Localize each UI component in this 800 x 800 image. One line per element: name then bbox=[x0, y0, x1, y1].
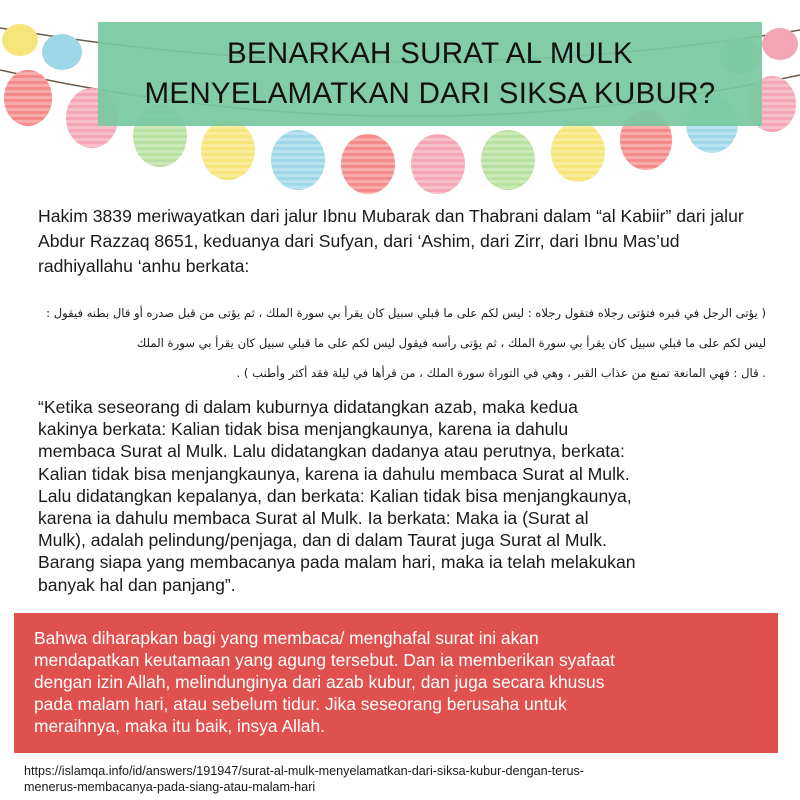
lantern-icon bbox=[762, 28, 798, 60]
quote-line: Kalian tidak bisa menjangkaunya, karena ia dahulu membaca Surat al Mulk. bbox=[38, 463, 630, 484]
translation-quote bbox=[38, 396, 782, 596]
source-url bbox=[24, 763, 784, 795]
quote-line: Barang siapa yang membacanya pada malam hari, maka ia telah melakukan bbox=[38, 552, 636, 573]
quote-line: “Ketika seseorang di dalam kuburnya didatangkan azab, maka kedua bbox=[38, 397, 578, 417]
intro-paragraph: Hakim 3839 meriwayatkan dari jalur Ibnu Mubarak dan Thabrani dalam “al Kabiir” dari jalur Abdur Razzaq 8651, keduanya dari Sufyan, dari ‘Ashim, dari Zirr, dari Ibnu Mas’ud radhiyallahu ‘anhu berkata: bbox=[38, 206, 744, 276]
quote-line: membaca Surat al Mulk. Lalu didatangkan dadanya atau perutnya, berkata: bbox=[38, 441, 625, 462]
title-line-1: BENARKAH SURAT AL MULK bbox=[226, 37, 634, 71]
conclusion-box bbox=[14, 613, 778, 753]
quote-line: kakinya berkata: Kalian tidak bisa menjangkaunya, karena ia dahulu bbox=[38, 419, 569, 440]
source-url-line: https://islamqa.info/id/answers/191947/surat-al-mulk-menyelamatkan-dari-siksa-kubur-dengan-terus- bbox=[24, 764, 584, 778]
conclusion-line: pada malam hari, atau sebelum tidur. Jika seseorang berusaha untuk bbox=[34, 694, 567, 714]
arabic-hadith bbox=[38, 298, 766, 388]
conclusion-text bbox=[34, 627, 774, 737]
arabic-line: . قال : فهي المانعة تمنع من عذاب القبر ، وهي في التوراة سورة الملك ، من قرأها في ليلة فقد أكثر وأطنب ) . bbox=[236, 366, 766, 380]
quote-line: Lalu didatangkan kepalanya, dan berkata: Kalian tidak bisa menjangkaunya, bbox=[38, 485, 632, 506]
conclusion-line: Bahwa diharapkan bagi yang membaca/ menghafal surat ini akan bbox=[34, 628, 539, 648]
conclusion-line: meraihnya, maka itu baik, insya Allah. bbox=[34, 716, 325, 736]
title-line-2: MENYELAMATKAN DARI SIKSA KUBUR? bbox=[144, 77, 716, 110]
source-url-line: menerus-membacanya-pada-siang-atau-malam-hari bbox=[24, 780, 316, 794]
lantern-icon bbox=[42, 34, 82, 70]
quote-line: banyak hal dan panjang”. bbox=[38, 574, 236, 595]
lantern-icon bbox=[2, 24, 38, 56]
conclusion-line: mendapatkan keutamaan yang agung tersebut. Dan ia memberikan syafaat bbox=[34, 650, 616, 670]
conclusion-line: dengan izin Allah, melindunginya dari azab kubur, dan juga secara khusus bbox=[34, 672, 605, 692]
quote-line: Mulk), adalah pelindung/penjaga, dan di dalam Taurat juga Surat al Mulk. bbox=[38, 530, 607, 551]
title-banner bbox=[98, 22, 762, 126]
arabic-line: ( يؤتى الرجل في قبره فتؤتى رجلاه فتقول رجلاه : ليس لكم على ما قبلي سبيل كان يقرأ بي سورة الملك ، ثم يؤتى من قبل صدره أو قال بطنه فيقول : bbox=[46, 306, 766, 320]
quote-line: karena ia dahulu membaca Surat al Mulk. Ia berkata: Maka ia (Surat al bbox=[38, 508, 589, 529]
arabic-line: ليس لكم على ما قبلي سبيل كان يقرأ بي سورة الملك ، ثم يؤتى رأسه فيقول ليس لكم على ما قبلي سبيل كان يقرأ بي سورة الملك bbox=[136, 336, 766, 350]
